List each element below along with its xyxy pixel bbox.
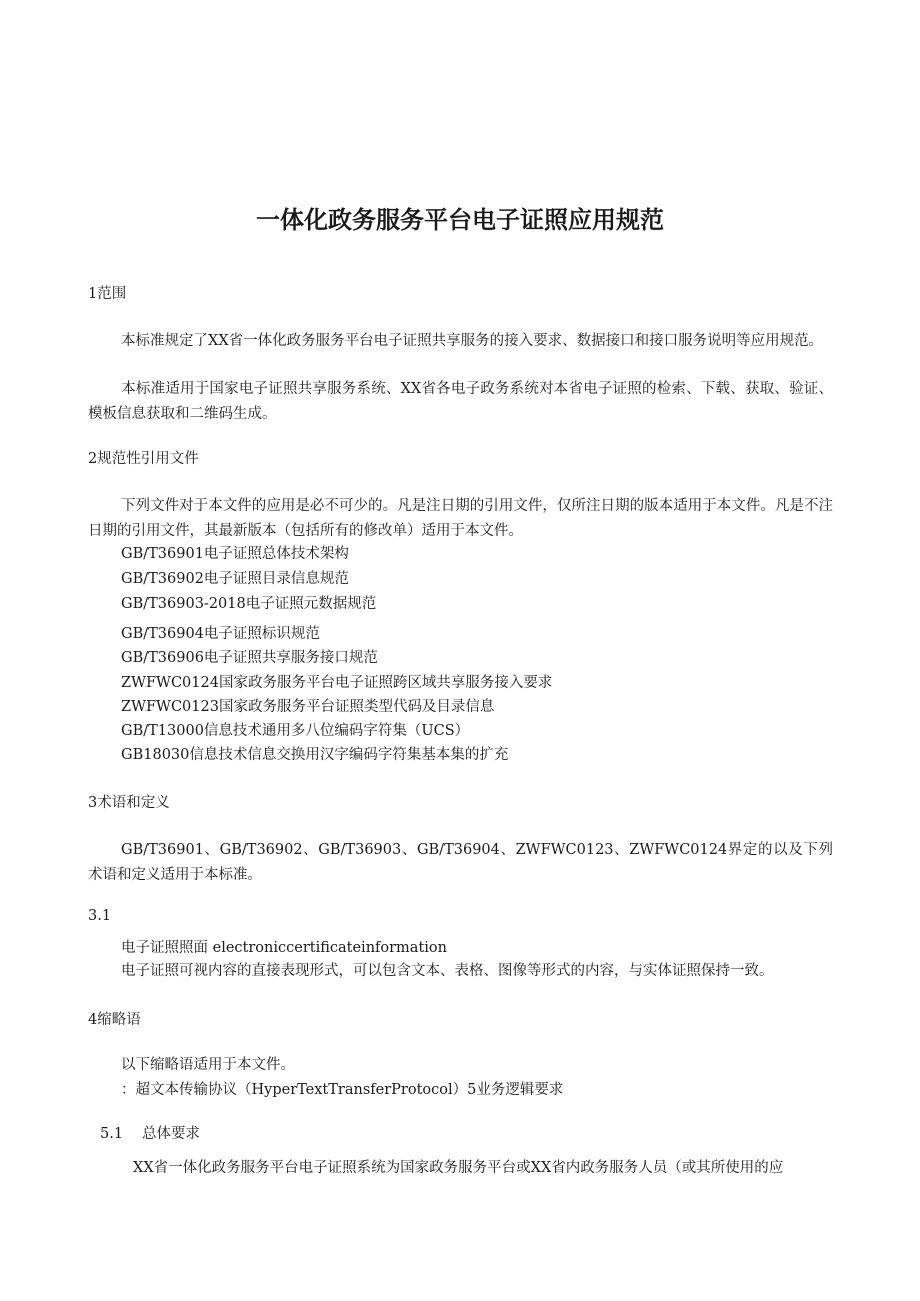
reference-item: GB/T36901电子证照总体技术架构 — [121, 546, 349, 562]
reference-item: ZWFWC0124国家政务服务平台电子证照跨区域共享服务接入要求 — [121, 675, 553, 691]
section-1-heading: 1范围 — [88, 286, 127, 302]
document-title: 一体化政务服务平台电子证照应用规范 — [256, 206, 664, 234]
abbreviation-entry: ：超文本传输协议（HyperTextTransferProtocol）5业务逻辑要求 — [121, 1082, 564, 1098]
section-1-paragraph-1: 本标准规定了XX省一体化政务服务平台电子证照共享服务的接入要求、数据接口和接口服务说明等应用规范。 — [121, 333, 824, 349]
subsection-5-1-title: 总体要求 — [142, 1126, 200, 1142]
reference-item: GB/T36902电子证照目录信息规范 — [121, 571, 349, 587]
subsection-5-1-number: 5.1 — [100, 1126, 124, 1142]
section-2-intro: 下列文件对于本文件的应用是必不可少的。凡是注日期的引用文件，仅所注日期的版本适用于本文件。凡是不注日期的引用文件，其最新版本（包括所有的修改单）适用于本文件。 — [88, 498, 833, 539]
reference-item: GB/T13000信息技术通用多八位编码字符集（UCS） — [121, 723, 470, 739]
section-2-heading: 2规范性引用文件 — [88, 451, 199, 467]
section-5-paragraph: XX省一体化政务服务平台电子证照系统为国家政务服务平台或XX省内政务服务人员（或其所使用的应 — [133, 1160, 784, 1176]
reference-item: ZWFWC0123国家政务服务平台证照类型代码及目录信息 — [121, 699, 495, 715]
reference-item: GB/T36904电子证照标识规范 — [121, 626, 320, 642]
section-4-heading: 4缩略语 — [88, 1012, 141, 1028]
reference-item: GB18030信息技术信息交换用汉字编码字符集基本集的扩充 — [121, 747, 509, 763]
reference-item: GB/T36903-2018电子证照元数据规范 — [121, 596, 377, 612]
section-3-intro: GB/T36901、GB/T36902、GB/T36903、GB/T36904、ZWFWC0123、ZWFWC0124界定的以及下列术语和定义适用于本标准。 — [88, 842, 833, 883]
section-3-heading: 3术语和定义 — [88, 795, 170, 811]
term-entry: 电子证照照面 electroniccertificateinformation — [121, 940, 447, 956]
subsection-3-1-number: 3.1 — [88, 908, 112, 924]
term-definition: 电子证照可视内容的直接表现形式，可以包含文本、表格、图像等形式的内容，与实体证照保持一致。 — [121, 963, 774, 979]
reference-item: GB/T36906电子证照共享服务接口规范 — [121, 650, 378, 666]
section-1-paragraph-2: 本标准适用于国家电子证照共享服务系统、XX省各电子政务系统对本省电子证照的检索、下载、获取、验证、模板信息获取和二维码生成。 — [88, 381, 833, 422]
section-4-intro: 以下缩略语适用于本文件。 — [121, 1057, 295, 1073]
